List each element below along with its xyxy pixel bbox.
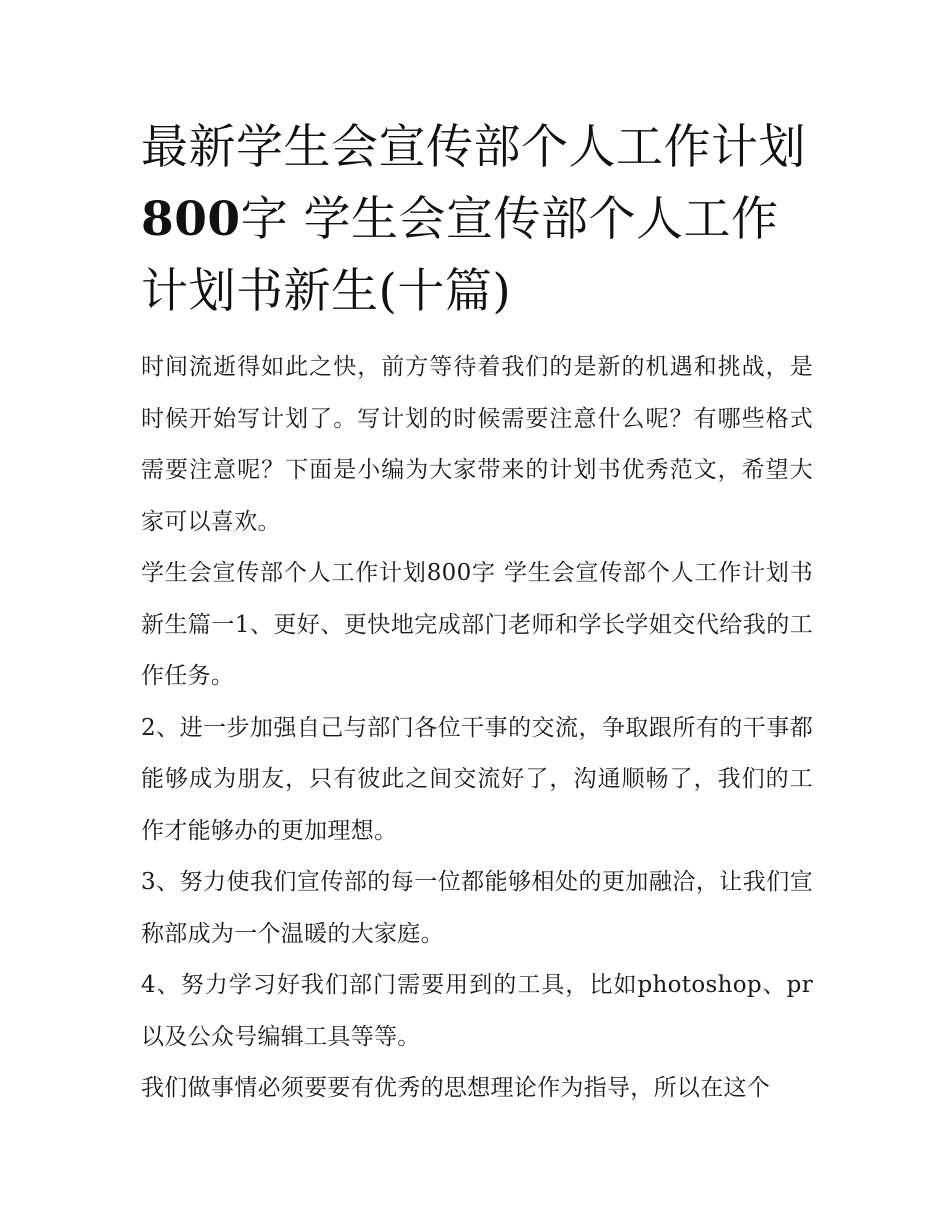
closing-paragraph: 我们做事情必须要要有优秀的思想理论作为指导，所以在这个 <box>141 1075 771 1101</box>
section-heading-paragraph: 学生会宣传部个人工作计划800字 学生会宣传部个人工作计划书新生篇一1、更好、更快地完成部门老师和学长学姐交代给我的工作任务。 <box>141 560 813 689</box>
list-item-3: 3、努力使我们宣传部的每一位都能够相处的更加融洽，让我们宣称部成为一个温暖的大家庭。 <box>141 869 813 947</box>
title-part-b: 800 <box>141 192 241 247</box>
title-part-c: 字 学生会宣传部个人工作计划书新生(十篇) <box>141 192 779 319</box>
title-part-a: 最新学生会宣传部个人工作计划 <box>141 120 806 175</box>
list-item-4: 4、努力学习好我们部门需要用到的工具，比如photoshop、pr以及公众号编辑工具等等。 <box>141 972 813 1050</box>
intro-paragraph: 时间流逝得如此之快，前方等待着我们的是新的机遇和挑战，是时候开始写计划了。写计划的时候需要注意什么呢？有哪些格式需要注意呢？下面是小编为大家带来的计划书优秀范文，希望大家可以喜欢。 <box>141 354 813 535</box>
document-content <box>141 112 813 1115</box>
list-item-2: 2、进一步加强自己与部门各位干事的交流，争取跟所有的干事都能够成为朋友，只有彼此之间交流好了，沟通顺畅了，我们的工作才能够办的更加理想。 <box>141 714 813 844</box>
document-title <box>141 112 813 328</box>
